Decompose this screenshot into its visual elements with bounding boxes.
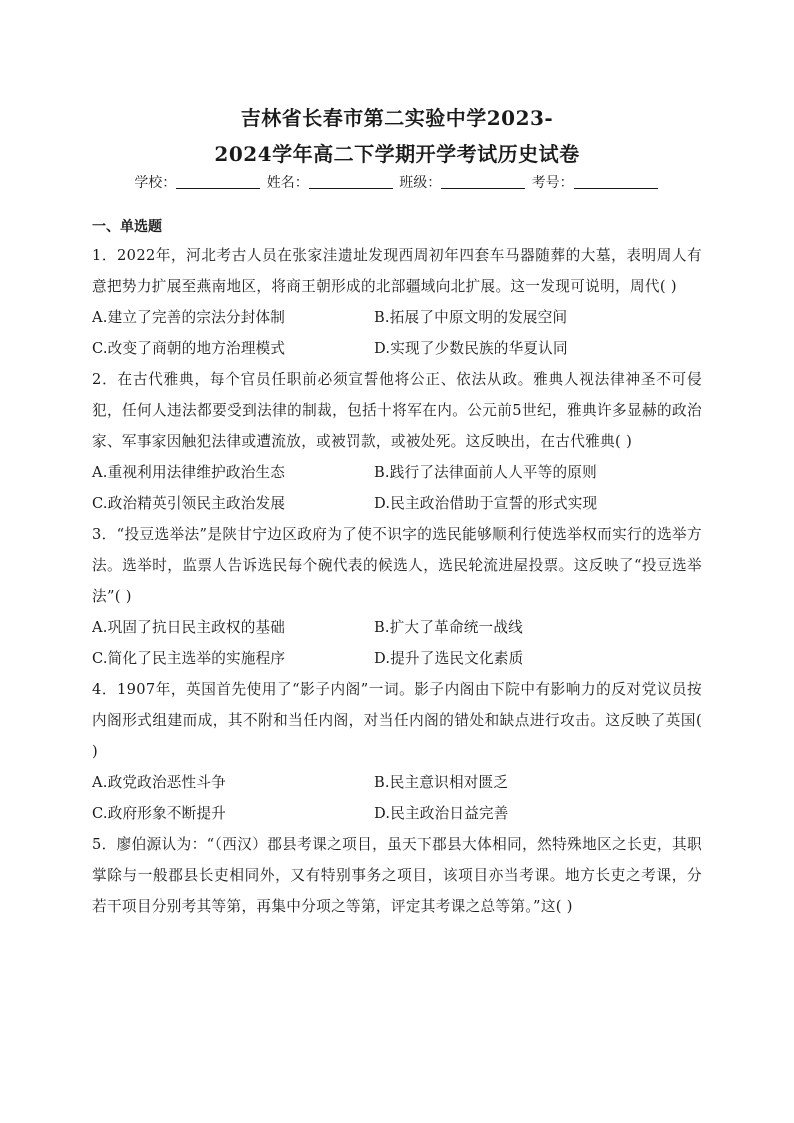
option-a: A.建立了完善的宗法分封体制 [92, 309, 286, 326]
student-info-row [0, 172, 794, 192]
option-a: A.巩固了抗日民主政权的基础 [92, 619, 286, 636]
exam-title-line-1: 吉林省长春市第二实验中学2023- [240, 106, 554, 130]
option-c: C.政治精英引领民主政治发展 [92, 495, 286, 512]
question-1 [92, 240, 702, 364]
name-blank [309, 174, 393, 189]
option-b: B.拓展了中原文明的发展空间 [374, 309, 568, 326]
question-stem: 3．“投豆选举法”是陕甘宁边区政府为了使不识字的选民能够顺利行使选举权而实行的选举方法。选举时，监票人告诉选民每个碗代表的候选人，选民轮流进屋投票。这反映了“投豆选举法”( ) [92, 526, 702, 605]
option-grid [92, 767, 702, 829]
question-stem: 4．1907年，英国首先使用了“影子内阁”一词。影子内阁由下院中有影响力的反对党议员按内阁形式组建而成，其不附和当任内阁，对当任内阁的错处和缺点进行攻击。这反映了英国( ) [92, 681, 702, 760]
option-d: D.提升了选民文化素质 [374, 650, 524, 667]
option-b: B.扩大了革命统一战线 [374, 619, 523, 636]
option-grid [92, 457, 702, 519]
question-4 [92, 674, 702, 829]
option-a: A.政党政治恶性斗争 [92, 774, 226, 791]
exam-title-line-2: 2024学年高二下学期开学考试历史试卷 [214, 142, 580, 166]
question-stem: 5．廖伯源认为：“（西汉）郡县考课之项目，虽天下郡县大体相同，然特殊地区之长吏，其职掌除与一般郡县长吏相同外，又有特别事务之项目，该项目亦当考课。地方长吏之考课，分若干项目分别考其等第，再集中分项之等第，评定其考课之总等第。”这( ) [92, 836, 702, 915]
question-stem: 2．在古代雅典，每个官员任职前必须宣誓他将公正、依法从政。雅典人视法律神圣不可侵犯，任何人违法都要受到法律的制裁，包括十将军在内。公元前5世纪，雅典许多显赫的政治家、军事家因触犯法律或遭流放，或被罚款，或被处死。这反映出，在古代雅典( ) [92, 371, 702, 450]
option-grid [92, 612, 702, 674]
option-d: D.民主政治日益完善 [374, 805, 509, 822]
exam-number-label: 考号： [531, 175, 574, 191]
option-d: D.实现了少数民族的华夏认同 [374, 340, 568, 357]
school-blank [176, 174, 260, 189]
option-grid [92, 302, 702, 364]
option-d: D.民主政治借助于宣誓的形式实现 [374, 495, 598, 512]
question-stem: 1．2022年，河北考古人员在张家洼遗址发现西周初年四套车马器随葬的大墓，表明周人有意把势力扩展至燕南地区，将商王朝形成的北部疆域向北扩展。这一发现可说明，周代( ) [92, 247, 702, 295]
question-3 [92, 519, 702, 674]
option-b: B.践行了法律面前人人平等的原则 [374, 464, 597, 481]
class-blank [441, 174, 525, 189]
exam-number-blank [574, 174, 658, 189]
option-c: C.政府形象不断提升 [92, 805, 227, 822]
question-2 [92, 364, 702, 519]
option-c: C.简化了民主选举的实施程序 [92, 650, 286, 667]
question-list [92, 240, 702, 922]
name-label: 姓名： [266, 175, 309, 191]
class-label: 班级： [399, 175, 442, 191]
section-heading: 一、单选题 [92, 219, 162, 235]
option-b: B.民主意识相对匮乏 [374, 774, 509, 791]
option-a: A.重视利用法律维护政治生态 [92, 464, 286, 481]
question-5 [92, 829, 702, 922]
option-c: C.改变了商朝的地方治理模式 [92, 340, 286, 357]
school-label: 学校： [134, 175, 177, 191]
